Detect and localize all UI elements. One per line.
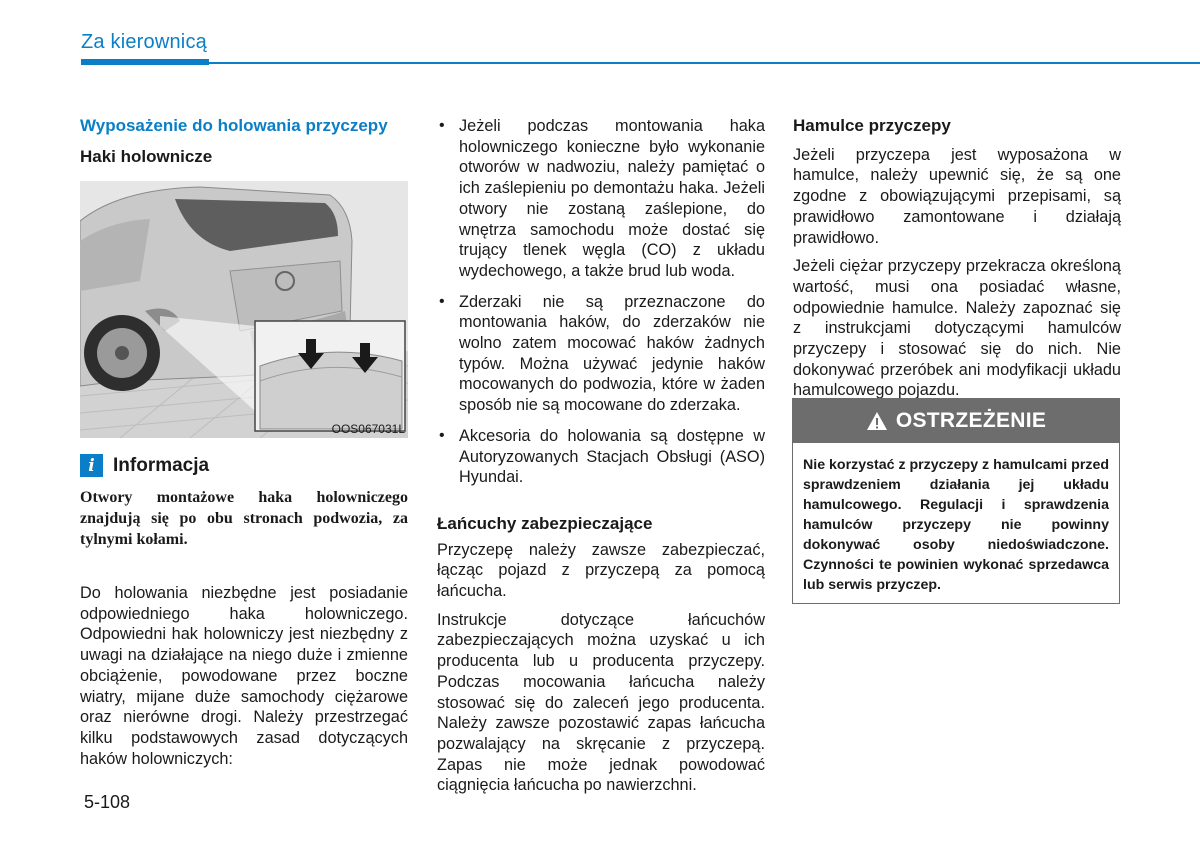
tow-hook-body: Do holowania niezbędne jest posiadanie odpowiedniego haka holowniczego. Odpowiedni hak holowniczy jest niezbędny z uwagi na działające na niego duże i zmienne obciążenie, powodowane przez boczne wiatry, mijane duże samochody ciężarowe oraz nierówne drogi. Należy przestrzegać kilku podstawowych zasad dotyczących haków holowniczych: (80, 584, 408, 768)
subsection-title: Haki holownicze (80, 146, 213, 166)
precautions-list (437, 116, 765, 488)
info-icon: i (80, 454, 103, 477)
warning-triangle-icon (866, 411, 888, 431)
warning-title: OSTRZEŻENIE (895, 409, 1047, 432)
header-rule-accent (81, 59, 209, 65)
column-middle (437, 116, 765, 796)
chains-paragraph: Przyczepę należy zawsze zabezpieczać, łącząc pojazd z przyczepą za pomocą łańcucha. (437, 540, 765, 601)
chapter-title: Za kierownicą (81, 31, 207, 53)
info-header (80, 454, 209, 477)
section-title: Wyposażenie do holowania przyczepy (80, 116, 388, 135)
warning-header (793, 399, 1119, 443)
header-rule (81, 62, 1200, 64)
info-title: Informacja (113, 454, 210, 476)
figure-label: OOS067031L (331, 422, 405, 436)
warning-text: Nie korzystać z przyczepy z hamulcami przed sprawdzeniem działania jej układu hamulcowego. Regulacji i sprawdzenia hamulców przyczepy nie powinny dokonywać osoby niedoświadczone. Czynności te powinien wykonać sprzedawca lub serwis przyczep. (803, 457, 1109, 593)
car-rear-illustration (80, 181, 408, 438)
brakes-paragraph: Jeżeli przyczepa jest wyposażona w hamulce, należy upewnić się, że są one zgodne z obowiązującymi przepisami, są prawidłowo zamontowane i działają prawidłowo. (793, 145, 1121, 247)
brakes-title: Hamulce przyczepy (793, 116, 951, 135)
chains-title: Łańcuchy zabezpieczające (437, 513, 653, 533)
page-number: 5-108 (84, 792, 131, 812)
list-item: • Akcesoria do holowania są dostępne w Autoryzowanych Stacjach Obsługi (ASO) Hyundai. (437, 426, 765, 488)
column-right (793, 116, 1121, 401)
tow-hook-figure (80, 181, 408, 438)
chains-paragraph: Instrukcje dotyczące łańcuchów zabezpieczających można uzyskać u ich producenta lub u producenta przyczepy. Podczas mocowania łańcucha należy stosować się do zaleceń jego producenta. Należy zawsze pozostawić zapas łańcucha pozwalający na skręcanie z przyczepą. Zapas nie może jednak powodować ciągnięcia łańcucha po nawierzchni. (437, 610, 765, 795)
brakes-paragraph: Jeżeli ciężar przyczepy przekracza określoną wartość, musi ona posiadać własne, odpowiednie hamulce. Należy zapoznać się z instrukcjami dotyczącymi hamulców przyczepy i stosować się do nich. Nie dokonywać przeróbek ani modyfikacji układu hamulcowego pojazdu. (793, 257, 1121, 400)
column-left (80, 116, 408, 167)
warning-box (792, 398, 1120, 604)
list-item: • Jeżeli podczas montowania haka holowniczego konieczne było wykonanie otworów w nadwoziu, należy pamiętać o ich zaślepieniu po demontażu haka. Jeżeli otwory nie zostaną zaślepione, do wnętrza samochodu może dostać się trujący tlenek węgla (CO) z układu wydechowego, a także brud lub woda. (437, 116, 765, 282)
list-item: • Zderzaki nie są przeznaczone do montowania haków, do zderzaków nie wolno zatem mocować haków żadnych typów. Można używać jedynie haków mocowanych do podwozia, które w żaden sposób nie są mocowane do zderzaka. (437, 292, 765, 416)
info-text: Otwory montażowe haka holowniczego znajdują się po obu stronach podwozia, za tylnymi kołami. (80, 489, 408, 548)
